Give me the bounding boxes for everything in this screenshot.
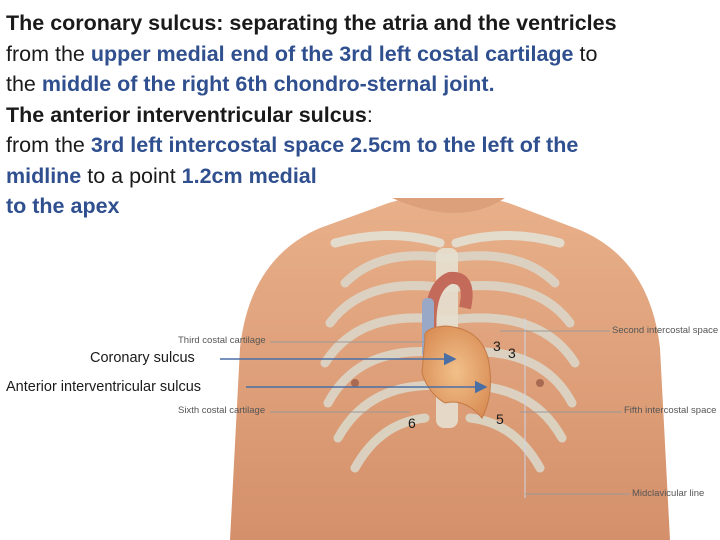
coronary-sulcus-label: Coronary sulcus <box>90 350 195 366</box>
text-line-7: to the apex <box>6 194 120 218</box>
text-2c: to <box>573 41 598 66</box>
coronary-sulcus-heading: The coronary sulcus: separating the atria and the ventricles <box>6 11 617 35</box>
text-6b: to a point <box>81 163 182 188</box>
interventricular-heading: The anterior interventricular sulcus <box>6 102 367 127</box>
midclavicular-line-label: Midclavicular line <box>632 488 705 499</box>
text-5-highlight: 3rd left intercostal space 2.5cm to the left of the <box>90 133 579 157</box>
text-3-highlight: middle of the right 6th chondro-sternal joint. <box>41 72 495 96</box>
third-costal-cartilage-label: Third costal cartilage <box>178 335 266 346</box>
marker-3-left: 3 <box>493 338 501 354</box>
sixth-costal-cartilage-label: Sixth costal cartilage <box>178 405 266 416</box>
text-6-highlight-a: midline <box>6 163 82 188</box>
marker-5: 5 <box>496 411 504 427</box>
fifth-intercostal-space-label: Fifth intercostal space <box>624 405 717 416</box>
text-2-highlight: upper medial end of the 3rd left costal cartilage <box>90 41 574 66</box>
anterior-interventricular-sulcus-label: Anterior interventricular sulcus <box>6 379 202 395</box>
second-intercostal-space-label: Second intercostal space <box>612 325 719 336</box>
text-5a: from the <box>6 133 91 157</box>
text-2a: from the <box>6 41 91 66</box>
marker-6: 6 <box>408 415 416 431</box>
marker-3-right: 3 <box>508 345 516 361</box>
text-6-highlight-c: 1.2cm medial <box>181 163 317 188</box>
text-3a: the <box>6 72 42 96</box>
text-4b: : <box>366 102 373 127</box>
